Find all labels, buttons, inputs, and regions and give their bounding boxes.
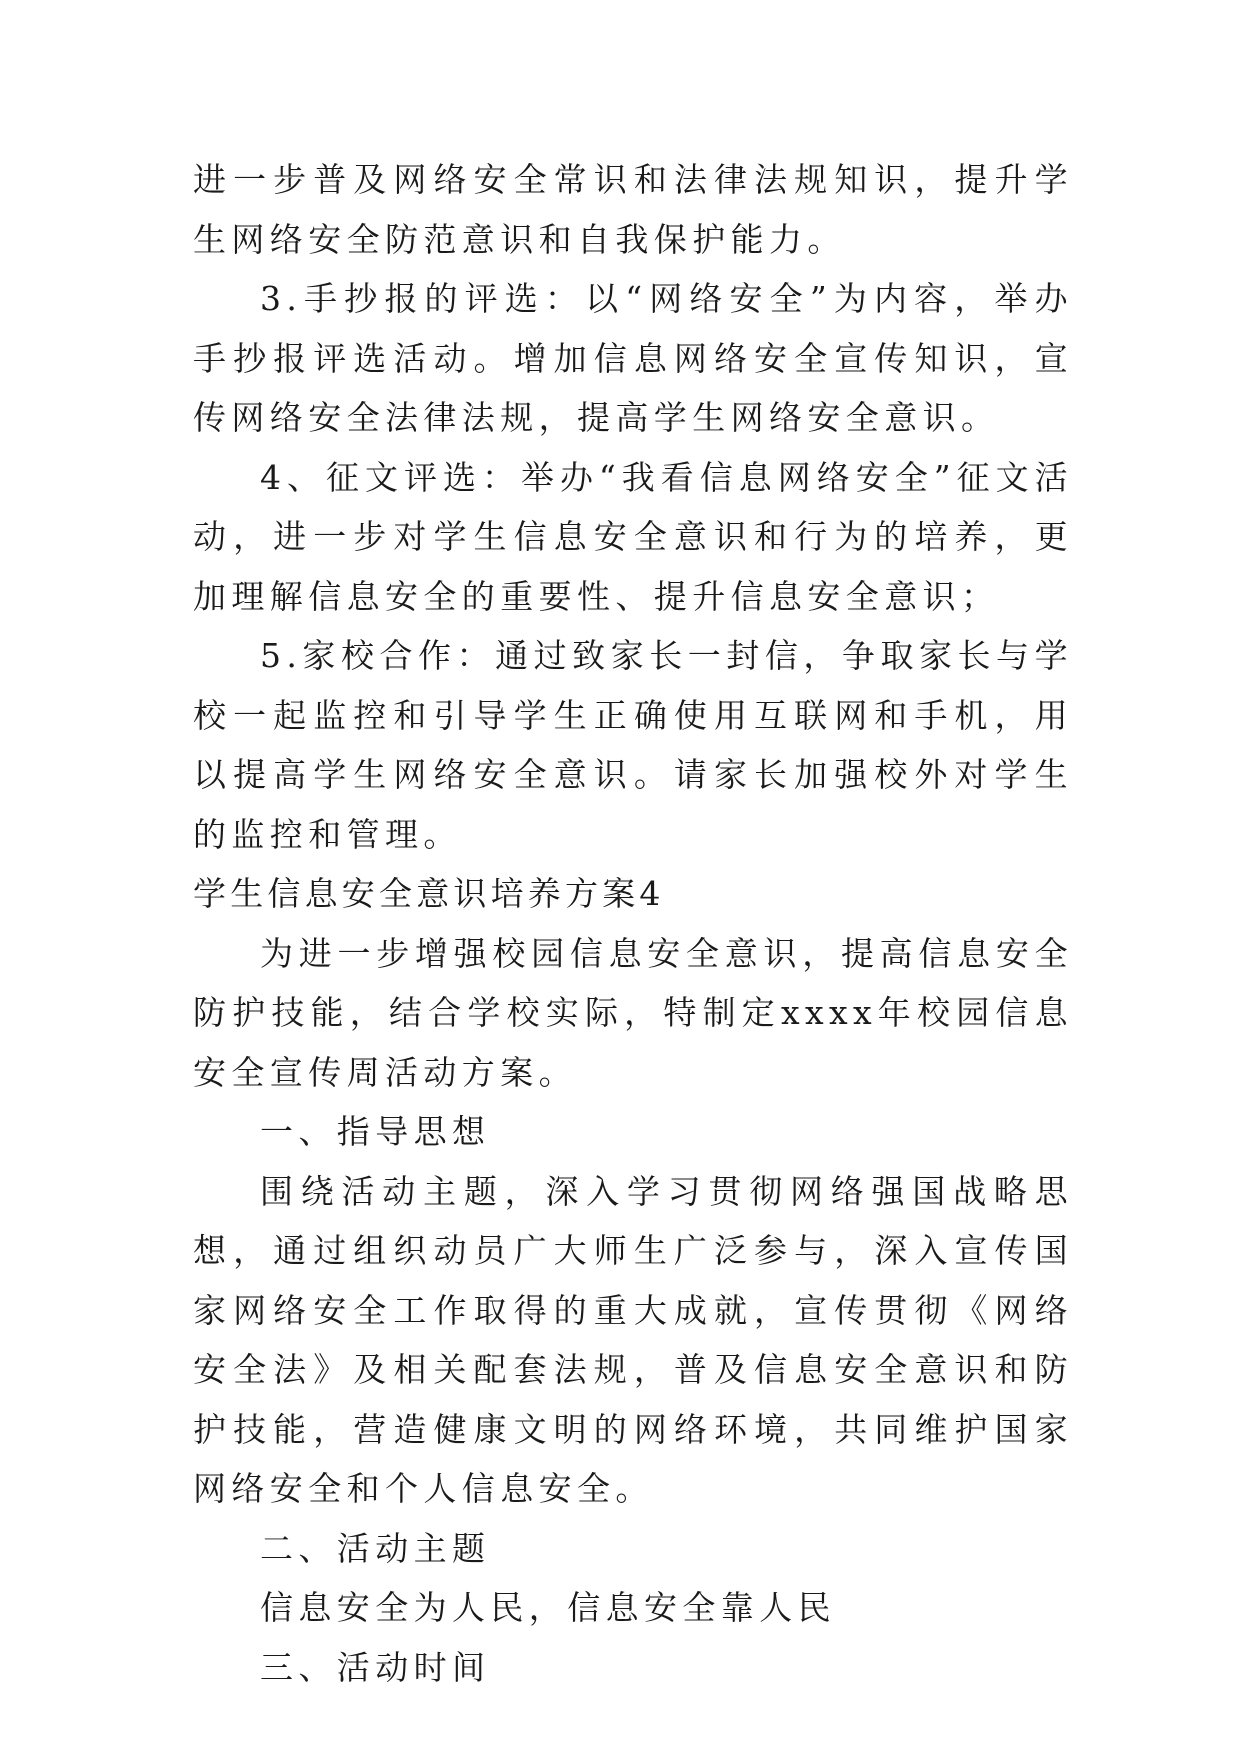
paragraph-activity-theme: 信息安全为人民，信息安全靠人民	[260, 1588, 836, 1627]
paragraph-item-5: 5.家校合作：通过致家长一封信，争取家长与学校一起监控和引导学生正确使用互联网和手机，用以提高学生网络安全意识。请家长加强校外对学生的监控和管理。	[193, 636, 1073, 854]
heading-guiding-ideology: 一、指导思想	[260, 1112, 491, 1151]
paragraph-item-3: 3.手抄报的评选：以“网络安全”为内容，举办手抄报评选活动。增加信息网络安全宣传知识，宣传网络安全法律法规，提高学生网络安全意识。	[193, 279, 1073, 437]
paragraph-item-4: 4、征文评选：举办“我看信息网络安全”征文活动，进一步对学生信息安全意识和行为的培养，更加理解信息安全的重要性、提升信息安全意识；	[193, 457, 1073, 616]
section-title: 学生信息安全意识培养方案4	[193, 874, 665, 913]
paragraph-guiding-ideology: 围绕活动主题，深入学习贯彻网络强国战略思想，通过组织动员广大师生广泛参与，深入宣传国家网络安全工作取得的重大成就，宣传贯彻《网络安全法》及相关配套法规，普及信息安全意识和防护技能，营造健康文明的网络环境，共同维护国家网络安全和个人信息安全。	[193, 1171, 1073, 1508]
document-body	[193, 150, 1073, 1697]
paragraph-continuation: 进一步普及网络安全常识和法律法规知识，提升学生网络安全防范意识和自我保护能力。	[193, 160, 1073, 259]
paragraph-intro: 为进一步增强校园信息安全意识，提高信息安全防护技能，结合学校实际，特制定xxxx年校园信息安全宣传周活动方案。	[193, 933, 1073, 1092]
heading-activity-theme: 二、活动主题	[260, 1528, 491, 1568]
heading-activity-time: 三、活动时间	[260, 1647, 491, 1687]
